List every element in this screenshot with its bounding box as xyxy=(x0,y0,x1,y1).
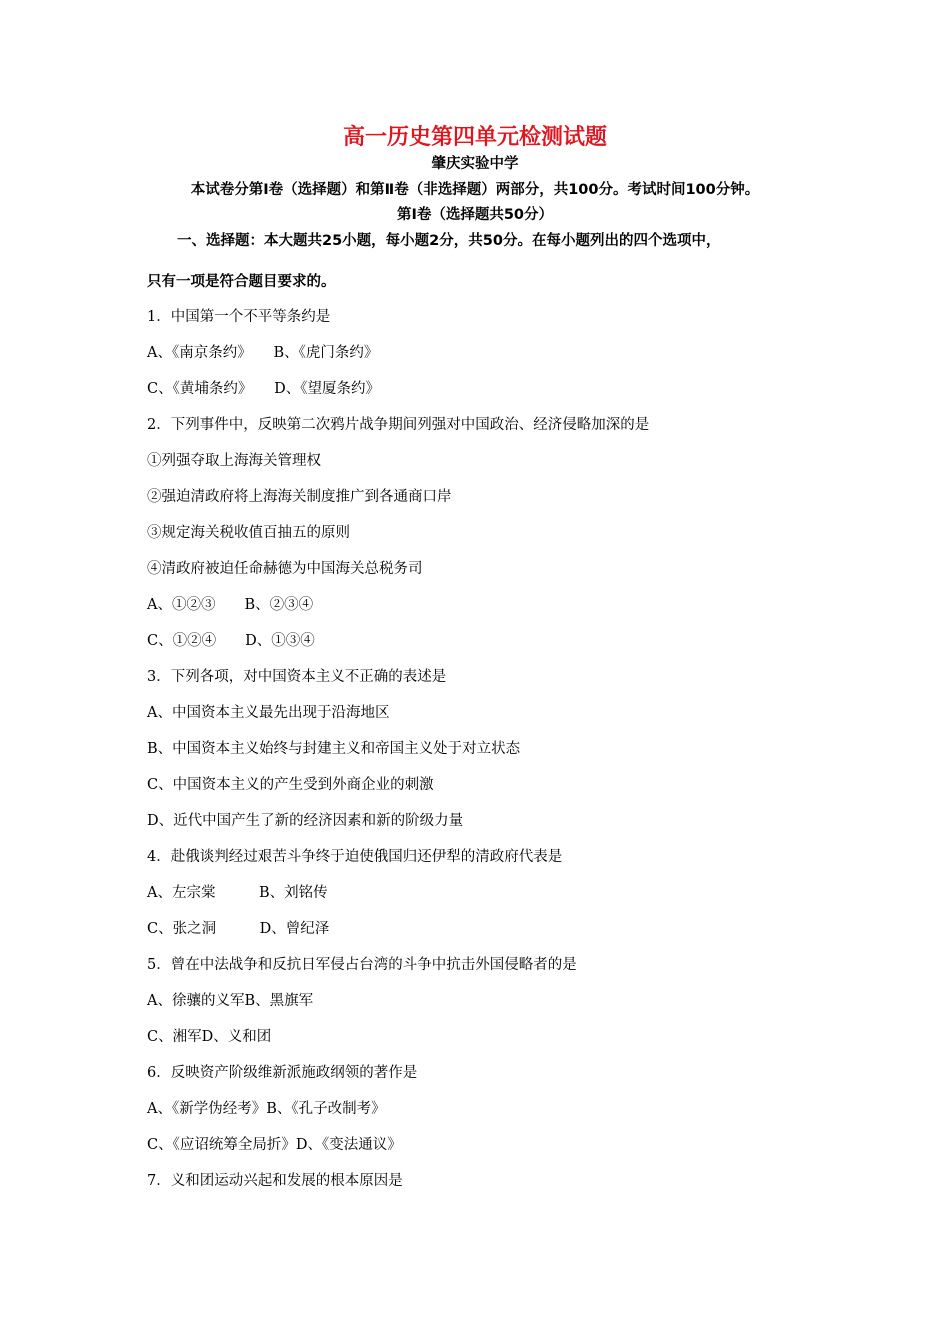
question-line: 7．义和团运动兴起和发展的根本原因是 xyxy=(147,1173,403,1189)
option-line: A、中国资本主义最先出现于沿海地区 xyxy=(147,705,390,721)
option-line: C、《黄埔条约》 D、《望厦条约》 xyxy=(147,381,380,397)
statement-line: ④清政府被迫任命赫德为中国海关总税务司 xyxy=(147,561,423,577)
statement-line: ②强迫清政府将上海海关制度推广到各通商口岸 xyxy=(147,489,452,505)
question-line: 2．下列事件中，反映第二次鸦片战争期间列强对中国政治、经济侵略加深的是 xyxy=(147,417,650,433)
option-line: C、湘军D、义和团 xyxy=(147,1029,272,1045)
document-title: 高一历史第四单元检测试题 xyxy=(342,125,607,150)
option-line: A、《南京条约》 B、《虎门条约》 xyxy=(147,345,379,361)
school-name: 肇庆实验中学 xyxy=(431,156,519,172)
statement-line: ①列强夺取上海海关管理权 xyxy=(147,453,321,469)
question-line: 6．反映资产阶级维新派施政纲领的著作是 xyxy=(147,1065,418,1081)
exam-description: 本试卷分第Ⅰ卷（选择题）和第Ⅱ卷（非选择题）两部分，共100分。考试时间100分钟。 xyxy=(190,182,760,198)
option-line: A、①②③ B、②③④ xyxy=(147,597,314,613)
statement-line: ③规定海关税收值百抽五的原则 xyxy=(147,525,350,541)
option-line: A、徐骧的义军B、黑旗军 xyxy=(147,993,314,1009)
option-line: B、中国资本主义始终与封建主义和帝国主义处于对立状态 xyxy=(147,741,521,757)
option-line: C、①②④ D、①③④ xyxy=(147,633,315,649)
option-line: A、左宗棠 B、刘铭传 xyxy=(147,885,328,901)
option-line: D、近代中国产生了新的经济因素和新的阶级力量 xyxy=(147,813,464,829)
option-line: C、《应诏统筹全局折》D、《变法通议》 xyxy=(147,1137,402,1153)
question-line: 5．曾在中法战争和反抗日军侵占台湾的斗争中抗击外国侵略者的是 xyxy=(147,957,577,973)
question-line: 1．中国第一个不平等条约是 xyxy=(147,309,331,325)
option-line: C、张之洞 D、曾纪泽 xyxy=(147,921,330,937)
question-line: 4．赴俄谈判经过艰苦斗争终于迫使俄国归还伊犁的清政府代表是 xyxy=(147,849,563,865)
section-intro-line-2: 只有一项是符合题目要求的。 xyxy=(147,274,336,290)
part-one-heading: 第Ⅰ卷（选择题共50分） xyxy=(396,207,554,223)
option-line: A、《新学伪经考》B、《孔子改制考》 xyxy=(147,1101,386,1117)
option-line: C、中国资本主义的产生受到外商企业的刺激 xyxy=(147,777,434,793)
question-line: 3．下列各项，对中国资本主义不正确的表述是 xyxy=(147,669,447,685)
section-intro-line-1: 一、选择题：本大题共25小题，每小题2分，共50分。在每小题列出的四个选项中， xyxy=(177,233,721,249)
